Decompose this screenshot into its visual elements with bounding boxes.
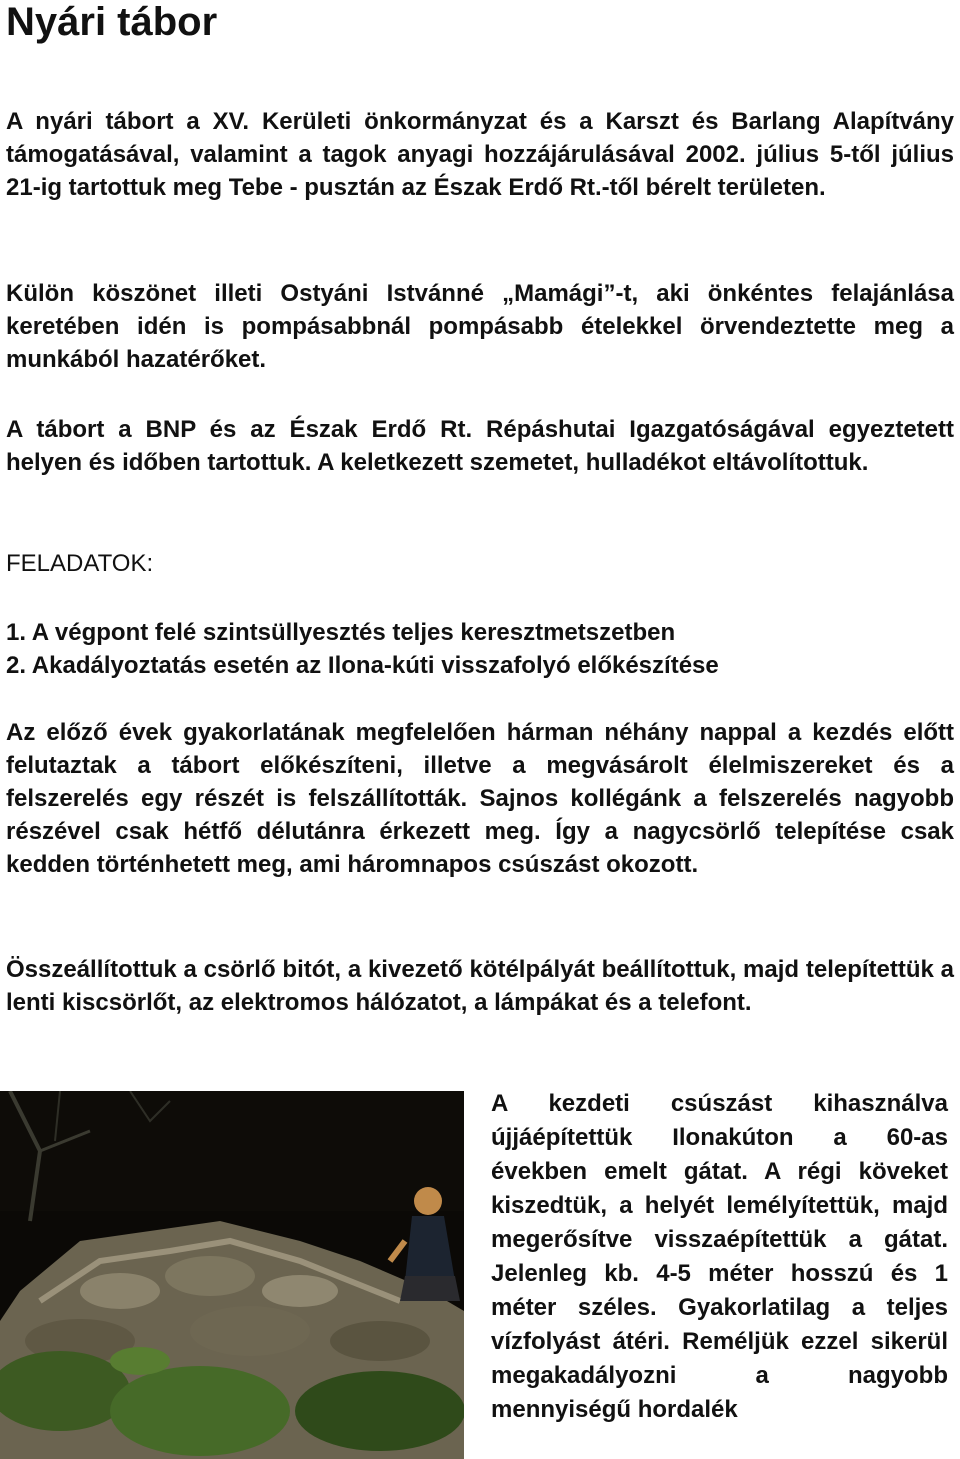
document-page — [6, 0, 954, 1016]
previous-years-paragraph: Az előző évek gyakorlatának megfelelően hárman néhány nappal a kezdés előtt felutaztak a tábort előkészíteni, illetve a megvásárolt élelmiszereket és a felszerelés egy részét is felszállították. Sajnos kollégánk a felszerelés nagyobb részével csak hétfő délutánra érkezett meg. Így a nagycsörlő telepítése csak kedden történhetett meg, ami háromnapos csúszást okozott. — [6, 719, 954, 878]
intro-paragraph: A nyári tábort a XV. Kerületi önkormányzat és a Karszt és Barlang Alapítvány támogatásával, valamint a tagok anyagi hozzájárulásával 2002. július 5-től július 21-ig tartottuk meg Tebe - pusztán az Észak Erdő Rt.-től bérelt területen. — [6, 108, 954, 201]
dam-photo — [0, 1091, 464, 1459]
page-title: Nyári tábor — [6, 0, 218, 44]
location-paragraph: A tábort a BNP és az Észak Erdő Rt. Répáshutai Igazgatóságával egyeztetett helyen és időben tartottuk. A keletkezett szemetet, hulladékot eltávolítottuk. — [6, 416, 954, 476]
assembly-paragraph: Összeállítottuk a csörlő bitót, a kivezető kötélpályát beállítottuk, majd telepítettük a lenti kiscsörlőt, az elektromos hálózatot, a lámpákat és a telefont. — [6, 956, 954, 1016]
dam-description — [491, 1087, 948, 1427]
dam-paragraph: A kezdeti csúszást kihasználva újjáépítettük Ilonakúton a 60-as években emelt gátat. A régi köveket kiszedtük, a helyét lemélyítettük, majd megerősítve visszaépítettük a gátat. Jelenleg kb. 4-5 méter hosszú és 1 méter széles. Gyakorlatilag a teljes vízfolyást átéri. Reméljük ezzel sikerül megakadályozni a nagyobb mennyiségű hordalék — [491, 1090, 948, 1423]
tasks-list — [6, 616, 954, 682]
task-item: 1. A végpont felé szintsüllyesztés teljes keresztmetszetben — [6, 619, 676, 646]
tasks-heading: FELADATOK: — [6, 550, 154, 577]
thanks-paragraph: Külön köszönet illeti Ostyáni Istvánné „Mamági”-t, aki önkéntes felajánlása keretében idén is pompásabbnál pompásabb ételekkel örvendeztette meg a munkából hazatérőket. — [6, 280, 954, 373]
task-item: 2. Akadályoztatás esetén az Ilona-kúti visszafolyó előkészítése — [6, 652, 719, 679]
